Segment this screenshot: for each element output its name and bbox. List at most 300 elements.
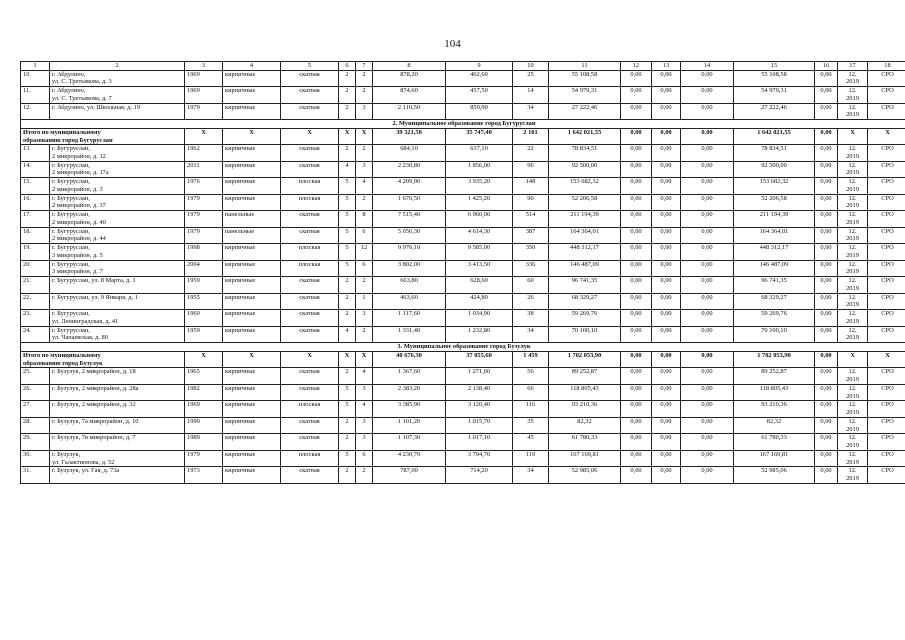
total-area: 2 230,80	[373, 161, 446, 178]
cost-value: 0,00	[815, 310, 838, 327]
row-number: 24.	[21, 326, 50, 343]
cost-owners: 52 206,58	[734, 194, 815, 211]
roof-type: скатная	[281, 434, 339, 451]
deadline-year: 2019	[846, 458, 859, 466]
cost-value: 0,00	[681, 450, 734, 467]
address-line: г. Абдулино, ул. Школьная, д. 19	[52, 103, 141, 111]
cost-value: 0,00	[815, 368, 838, 385]
table-row	[21, 310, 905, 327]
total-area: 1 331,40	[373, 326, 446, 343]
deadline-month: 12.	[848, 244, 857, 252]
cost-value: 0,00	[652, 194, 681, 211]
wall-material: кирпичные	[223, 450, 281, 467]
cost-value: 0,00	[621, 227, 652, 244]
column-number: 4	[223, 62, 281, 71]
cost-value: 0,00	[681, 467, 734, 484]
year-built: 1973	[185, 467, 223, 484]
residents: 34	[513, 467, 549, 484]
total-value: 39 321,50	[373, 129, 446, 145]
cost-owners: 93 210,36	[734, 401, 815, 418]
entrances: 4	[356, 368, 373, 385]
cost-value: 0,00	[681, 70, 734, 87]
address-cell	[50, 211, 185, 228]
living-area: 850,90	[446, 103, 513, 120]
address-line: г. Бузулук, ул. Гая, д. 73а	[52, 467, 120, 475]
total-x-mark: Х	[339, 129, 356, 145]
column-number: 18	[868, 62, 905, 71]
address-cell	[50, 450, 185, 467]
address-cell	[50, 260, 185, 277]
deadline-cell	[838, 277, 868, 294]
wall-material: кирпичные	[223, 145, 281, 162]
cost-value: 0,00	[681, 87, 734, 104]
cost-total: 82,32	[549, 417, 621, 434]
total-x-mark: Х	[868, 129, 905, 145]
table-row	[21, 103, 905, 120]
deadline-month: 12.	[848, 467, 857, 475]
fund-method: СРО	[868, 244, 905, 261]
total-value: 0,00	[621, 352, 652, 368]
cost-value: 0,00	[815, 401, 838, 418]
residents: 148	[513, 178, 549, 195]
column-number: 7	[356, 62, 373, 71]
column-number: 12	[621, 62, 652, 71]
wall-material: кирпичные	[223, 434, 281, 451]
year-built: 1962	[185, 145, 223, 162]
cost-total: 61 780,33	[549, 434, 621, 451]
living-area: 3 794,70	[446, 450, 513, 467]
entrances: 2	[356, 467, 373, 484]
cost-value: 0,00	[621, 194, 652, 211]
deadline-year: 2019	[846, 251, 859, 259]
table-row	[21, 260, 905, 277]
cost-value: 0,00	[815, 260, 838, 277]
cost-value: 0,00	[815, 417, 838, 434]
deadline-cell	[838, 260, 868, 277]
year-built: 1989	[185, 434, 223, 451]
entrances: 3	[356, 417, 373, 434]
deadline-cell	[838, 384, 868, 401]
fund-method: СРО	[868, 368, 905, 385]
column-number: 6	[339, 62, 356, 71]
address-line: 2 микрорайон, д. 3	[52, 185, 103, 193]
cost-value: 0,00	[652, 384, 681, 401]
cost-value: 0,00	[621, 87, 652, 104]
row-number: 11.	[21, 87, 50, 104]
residents: 35	[513, 417, 549, 434]
address-line: г. Бугуруслан, ул. 8 Марта, д. 1	[52, 277, 136, 285]
total-area: 2 383,20	[373, 384, 446, 401]
year-built: 1960	[185, 310, 223, 327]
address-cell	[50, 178, 185, 195]
total-x-mark: Х	[185, 129, 223, 145]
cost-value: 0,00	[681, 310, 734, 327]
cost-owners: 153 682,32	[734, 178, 815, 195]
year-built: 1998	[185, 244, 223, 261]
cost-total: 118 805,43	[549, 384, 621, 401]
total-area: 1 367,60	[373, 368, 446, 385]
cost-value: 0,00	[621, 310, 652, 327]
cost-value: 0,00	[621, 326, 652, 343]
table-row	[21, 178, 905, 195]
year-built: 2004	[185, 260, 223, 277]
deadline-month: 12.	[848, 310, 857, 318]
table-row	[21, 244, 905, 261]
roof-type: скатная	[281, 145, 339, 162]
table-row	[21, 70, 905, 87]
column-number: 17	[838, 62, 868, 71]
year-built: 1959	[185, 326, 223, 343]
cost-total: 448 312,17	[549, 244, 621, 261]
total-area: 1 101,20	[373, 417, 446, 434]
roof-type: скатная	[281, 103, 339, 120]
residents: 34	[513, 326, 549, 343]
deadline-month: 12.	[848, 277, 857, 285]
cost-value: 0,00	[815, 384, 838, 401]
address-cell	[50, 103, 185, 120]
wall-material: кирпичные	[223, 87, 281, 104]
fund-method: СРО	[868, 384, 905, 401]
wall-material: кирпичные	[223, 244, 281, 261]
cost-value: 0,00	[652, 467, 681, 484]
wall-material: кирпичные	[223, 401, 281, 418]
roof-type: скатная	[281, 161, 339, 178]
year-built: 1982	[185, 384, 223, 401]
address-line: г. Бугуруслан,	[52, 178, 90, 186]
total-value: 0,00	[681, 129, 734, 145]
cost-total: 27 222,46	[549, 103, 621, 120]
cost-total: 89 252,87	[549, 368, 621, 385]
year-built: 1969	[185, 87, 223, 104]
cost-owners: 448 312,17	[734, 244, 815, 261]
cost-value: 0,00	[652, 211, 681, 228]
column-number: 2	[50, 62, 185, 71]
address-line: 3 микрорайон, д. 7	[52, 268, 103, 276]
address-line: г. Бузулук, 7а микрорайон, д. 10	[52, 417, 139, 425]
year-built: 1969	[185, 70, 223, 87]
entrances: 3	[356, 434, 373, 451]
cost-owners: 167 169,81	[734, 450, 815, 467]
row-number: 22.	[21, 293, 50, 310]
fund-method: СРО	[868, 260, 905, 277]
floors: 5	[339, 227, 356, 244]
row-number: 13.	[21, 145, 50, 162]
deadline-year: 2019	[846, 268, 859, 276]
living-area: 1 232,80	[446, 326, 513, 343]
living-area: 3 935,20	[446, 178, 513, 195]
floors: 2	[339, 467, 356, 484]
total-row	[21, 129, 905, 145]
cost-total: 78 834,51	[549, 145, 621, 162]
row-number: 12.	[21, 103, 50, 120]
living-area: 714,20	[446, 467, 513, 484]
cost-value: 0,00	[815, 450, 838, 467]
cost-owners: 54 979,31	[734, 87, 815, 104]
deadline-cell	[838, 417, 868, 434]
wall-material: кирпичные	[223, 293, 281, 310]
deadline-year: 2019	[846, 94, 859, 102]
row-number: 29.	[21, 434, 50, 451]
floors: 2	[339, 87, 356, 104]
deadline-month: 12.	[848, 293, 857, 301]
total-area: 663,80	[373, 277, 446, 294]
address-line: г. Бузулук, 2 микрорайон, д. 28а	[52, 384, 139, 392]
total-value: 0,00	[681, 352, 734, 368]
cost-value: 0,00	[621, 401, 652, 418]
cost-value: 0,00	[681, 368, 734, 385]
page-number: 104	[444, 38, 461, 50]
residents: 14	[513, 87, 549, 104]
entrances: 2	[356, 326, 373, 343]
row-number: 18.	[21, 227, 50, 244]
cost-owners: 61 780,33	[734, 434, 815, 451]
cost-value: 0,00	[815, 70, 838, 87]
deadline-month: 12.	[848, 194, 857, 202]
cost-value: 0,00	[681, 384, 734, 401]
fund-method: СРО	[868, 145, 905, 162]
fund-method: СРО	[868, 211, 905, 228]
fund-method: СРО	[868, 277, 905, 294]
column-number: 1	[21, 62, 50, 71]
total-value: 0,00	[652, 129, 681, 145]
total-area: 3 802,00	[373, 260, 446, 277]
address-line: г. Бугуруслан,	[52, 244, 90, 252]
total-area: 4 230,70	[373, 450, 446, 467]
cost-value: 0,00	[681, 194, 734, 211]
deadline-month: 12.	[848, 326, 857, 334]
cost-value: 0,00	[621, 368, 652, 385]
row-number: 23.	[21, 310, 50, 327]
total-area: 874,60	[373, 87, 446, 104]
cost-value: 0,00	[621, 260, 652, 277]
floors: 5	[339, 211, 356, 228]
roof-type: скатная	[281, 417, 339, 434]
cost-value: 0,00	[621, 417, 652, 434]
roof-type: плоская	[281, 194, 339, 211]
residents: 514	[513, 211, 549, 228]
fund-method: СРО	[868, 178, 905, 195]
cost-value: 0,00	[652, 277, 681, 294]
wall-material: кирпичные	[223, 194, 281, 211]
table-row	[21, 401, 905, 418]
roof-type: скатная	[281, 293, 339, 310]
year-built: 1979	[185, 450, 223, 467]
living-area: 1 015,70	[446, 417, 513, 434]
cost-value: 0,00	[652, 103, 681, 120]
total-area: 1 670,50	[373, 194, 446, 211]
roof-type: скатная	[281, 70, 339, 87]
cost-total: 167 169,81	[549, 450, 621, 467]
row-number: 10.	[21, 70, 50, 87]
table-row	[21, 277, 905, 294]
residents: 26	[513, 293, 549, 310]
total-area: 684,10	[373, 145, 446, 162]
roof-type: плоская	[281, 244, 339, 261]
deadline-year: 2019	[846, 317, 859, 325]
wall-material: панельные	[223, 211, 281, 228]
cost-total: 211 194,39	[549, 211, 621, 228]
residents: 350	[513, 244, 549, 261]
cost-owners: 70 100,10	[734, 326, 815, 343]
cost-value: 0,00	[815, 293, 838, 310]
deadline-cell	[838, 368, 868, 385]
column-number: 8	[373, 62, 446, 71]
address-cell	[50, 368, 185, 385]
entrances: 2	[356, 194, 373, 211]
living-area: 1 425,20	[446, 194, 513, 211]
year-built: 1959	[185, 277, 223, 294]
entrances: 4	[356, 178, 373, 195]
deadline-cell	[838, 293, 868, 310]
row-number: 16.	[21, 194, 50, 211]
entrances: 8	[356, 211, 373, 228]
fund-method: СРО	[868, 401, 905, 418]
living-area: 1 034,90	[446, 310, 513, 327]
cost-value: 0,00	[652, 326, 681, 343]
floors: 2	[339, 103, 356, 120]
deadline-month: 12.	[848, 178, 857, 186]
residents: 60	[513, 277, 549, 294]
deadline-month: 12.	[848, 70, 857, 78]
cost-total: 146 487,09	[549, 260, 621, 277]
table-row	[21, 467, 905, 484]
total-x-mark: Х	[281, 352, 339, 368]
column-number: 16	[815, 62, 838, 71]
address-line: г. Бугуруслан,	[52, 161, 90, 169]
address-cell	[50, 326, 185, 343]
roof-type: плоская	[281, 260, 339, 277]
living-area: 1 856,00	[446, 161, 513, 178]
fund-method: СРО	[868, 227, 905, 244]
entrances: 1	[356, 293, 373, 310]
address-cell	[50, 145, 185, 162]
total-area: 3 385,90	[373, 401, 446, 418]
cost-value: 0,00	[681, 401, 734, 418]
address-line: г. Бугуруслан,	[52, 145, 90, 153]
table-row	[21, 450, 905, 467]
row-number: 19.	[21, 244, 50, 261]
cost-value: 0,00	[652, 417, 681, 434]
fund-method: СРО	[868, 293, 905, 310]
address-line: г. Абдулино,	[52, 87, 86, 95]
address-line: г. Бугуруслан,	[52, 194, 90, 202]
residents: 96	[513, 161, 549, 178]
floors: 5	[339, 401, 356, 418]
address-line: 2 микрорайон, д. 44	[52, 235, 106, 243]
row-number: 27.	[21, 401, 50, 418]
cost-value: 0,00	[815, 161, 838, 178]
cost-value: 0,00	[681, 326, 734, 343]
total-label	[21, 352, 185, 368]
deadline-year: 2019	[846, 202, 859, 210]
wall-material: кирпичные	[223, 417, 281, 434]
address-cell	[50, 244, 185, 261]
living-area: 424,80	[446, 293, 513, 310]
deadline-year: 2019	[846, 218, 859, 226]
floors: 2	[339, 293, 356, 310]
roof-type: скатная	[281, 467, 339, 484]
residents: 25	[513, 70, 549, 87]
total-value: 1 642 021,55	[549, 129, 621, 145]
cost-value: 0,00	[681, 293, 734, 310]
entrances: 3	[356, 384, 373, 401]
column-number: 14	[681, 62, 734, 71]
column-number: 5	[281, 62, 339, 71]
year-built: 1955	[185, 293, 223, 310]
roof-type: скатная	[281, 384, 339, 401]
living-area: 1 271,60	[446, 368, 513, 385]
cost-owners: 92 500,00	[734, 161, 815, 178]
fund-method: СРО	[868, 417, 905, 434]
cost-total: 55 108,58	[549, 70, 621, 87]
fund-method: СРО	[868, 103, 905, 120]
cost-value: 0,00	[815, 103, 838, 120]
address-line: 2 микрорайон, д. 40	[52, 218, 106, 226]
row-number: 21.	[21, 277, 50, 294]
cost-total: 96 741,35	[549, 277, 621, 294]
total-x-mark: Х	[223, 352, 281, 368]
deadline-year: 2019	[846, 235, 859, 243]
address-cell	[50, 310, 185, 327]
deadline-month: 12.	[848, 227, 857, 235]
cost-value: 0,00	[652, 260, 681, 277]
cost-owners: 146 487,09	[734, 260, 815, 277]
cost-value: 0,00	[681, 244, 734, 261]
fund-method: СРО	[868, 87, 905, 104]
roof-type: плоская	[281, 178, 339, 195]
cost-owners: 89 252,87	[734, 368, 815, 385]
deadline-cell	[838, 467, 868, 484]
cost-value: 0,00	[681, 227, 734, 244]
total-x-mark: Х	[339, 352, 356, 368]
wall-material: кирпичные	[223, 277, 281, 294]
roof-type: плоская	[281, 401, 339, 418]
total-label-line: образованию город Бугуруслан	[23, 136, 113, 144]
address-line: г. Бугуруслан,	[52, 326, 90, 334]
cost-value: 0,00	[621, 145, 652, 162]
address-line: ул. Ленинградская, д. 41	[52, 317, 119, 325]
residents: 45	[513, 434, 549, 451]
cost-value: 0,00	[621, 434, 652, 451]
entrances: 2	[356, 277, 373, 294]
fund-method: СРО	[868, 70, 905, 87]
fund-method: СРО	[868, 310, 905, 327]
cost-value: 0,00	[652, 450, 681, 467]
cost-owners: 118 805,43	[734, 384, 815, 401]
deadline-cell	[838, 178, 868, 195]
deadline-month: 12.	[848, 401, 857, 409]
total-x-mark: Х	[356, 352, 373, 368]
deadline-year: 2019	[846, 475, 859, 483]
address-line: ул. Чапаевская, д. 80	[52, 334, 108, 342]
total-area: 463,60	[373, 293, 446, 310]
cost-total: 59 269,76	[549, 310, 621, 327]
housing-register-table	[20, 61, 905, 484]
cost-value: 0,00	[621, 70, 652, 87]
fund-method: СРО	[868, 450, 905, 467]
cost-value: 0,00	[652, 227, 681, 244]
cost-value: 0,00	[652, 161, 681, 178]
deadline-month: 12.	[848, 384, 857, 392]
row-number: 20.	[21, 260, 50, 277]
cost-value: 0,00	[681, 103, 734, 120]
residents: 119	[513, 450, 549, 467]
total-area: 1 117,60	[373, 310, 446, 327]
entrances: 6	[356, 260, 373, 277]
deadline-year: 2019	[846, 425, 859, 433]
cost-value: 0,00	[621, 211, 652, 228]
entrances: 2	[356, 145, 373, 162]
